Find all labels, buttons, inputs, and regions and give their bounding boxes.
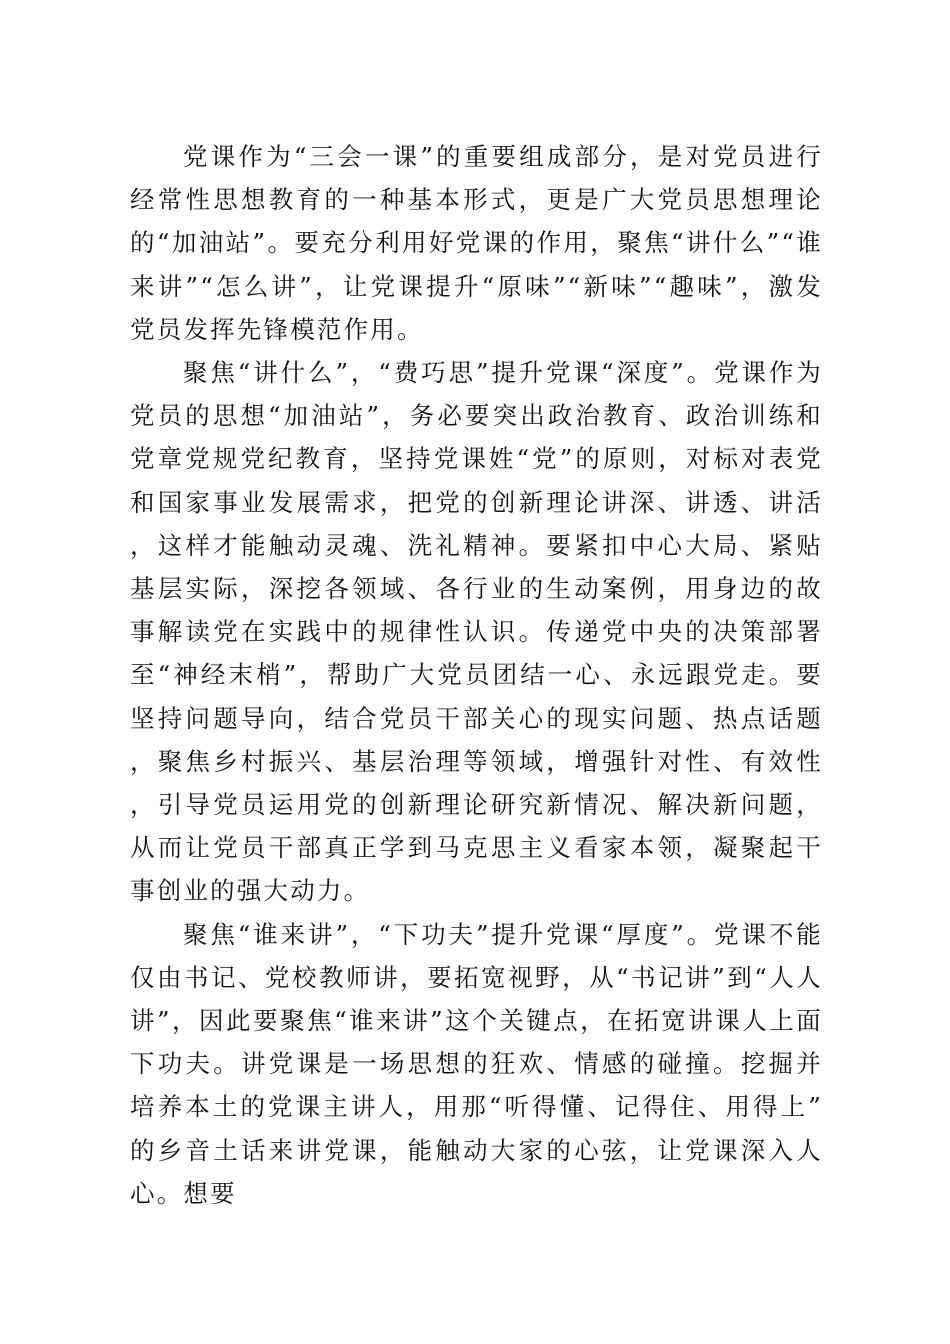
paragraph-what-to-teach: 聚焦“讲什么”，“费巧思”提升党课“深度”。党课作为党员的思想“加油站”，务必要突出政治教育、政治训练和党章党规党纪教育，坚持党课姓“党”的原则，对标对表党和国家事业发展需求，把党的创新理论讲深、讲透、讲活，这样才能触动灵魂、洗礼精神。要紧扣中心大局、紧贴基层实际，深挖各领域、各行业的生动案例，用身边的故事解读党在实践中的规律性认识。传递党中央的决策部署至“神经末梢”，帮助广大党员团结一心、永远跟党走。要坚持问题导向，结合党员干部关心的现实问题、热点话题，聚焦乡村振兴、基层治理等领域，增强针对性、有效性，引导党员运用党的创新理论研究新情况、解决新问题，从而让党员干部真正学到马克思主义看家本领，凝聚起干事创业的强大动力。 [130,358,823,906]
document-body [130,135,823,1215]
paragraph-intro: 党课作为“三会一课”的重要组成部分，是对党员进行经常性思想教育的一种基本形式，更是广大党员思想理论的“加油站”。要充分利用好党课的作用，聚焦“讲什么”“谁来讲”“怎么讲”，让党课提升“原味”“新味”“趣味”，激发党员发挥先锋模范作用。 [130,142,823,344]
paragraph-who-teaches: 聚焦“谁来讲”，“下功夫”提升党课“厚度”。党课不能仅由书记、党校教师讲，要拓宽视野，从“书记讲”到“人人讲”，因此要聚焦“谁来讲”这个关键点，在拓宽讲课人上面下功夫。讲党课是一场思想的狂欢、情感的碰撞。挖掘并培养本土的党课主讲人，用那“听得懂、记得住、用得上”的乡音土话来讲党课，能触动大家的心弦，让党课深入人心。想要 [130,919,823,1208]
